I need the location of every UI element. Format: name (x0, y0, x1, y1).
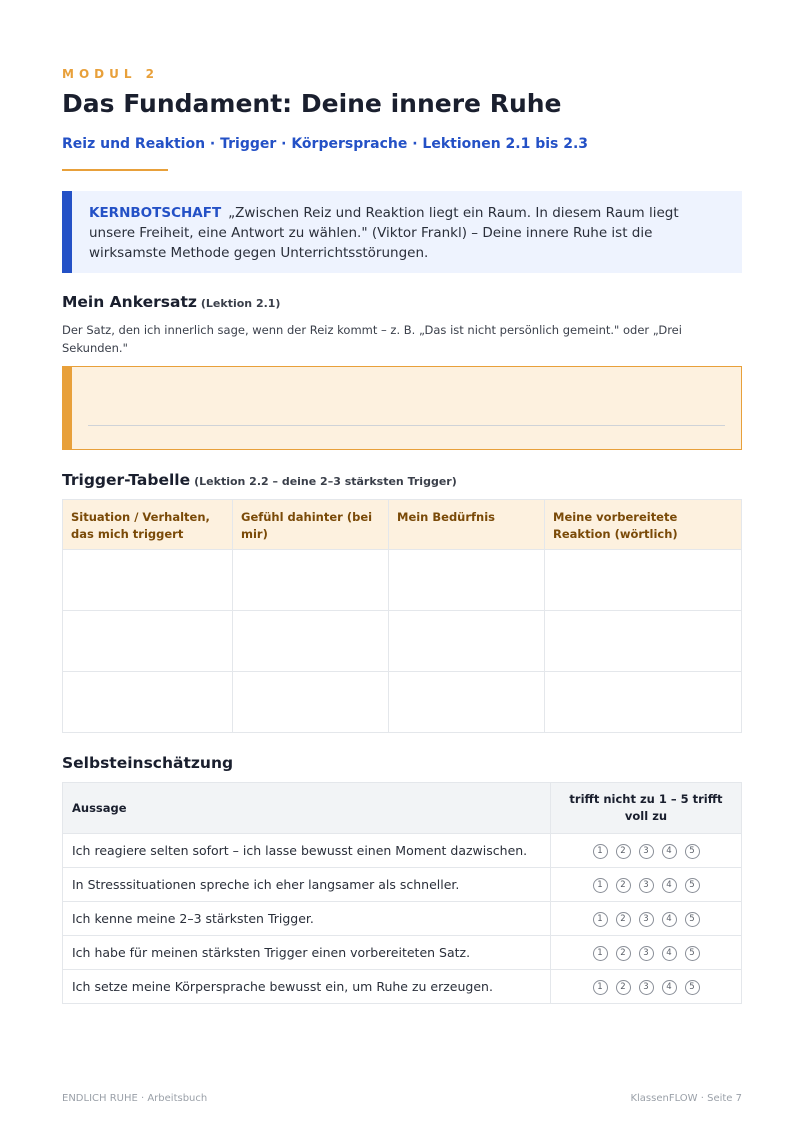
rating-option-2[interactable]: 2 (616, 980, 631, 995)
rating-option-1[interactable]: 1 (593, 912, 608, 927)
table-cell[interactable] (389, 672, 545, 733)
trigger-col-feeling: Gefühl dahinter (bei mir) (233, 500, 389, 550)
table-cell[interactable] (545, 550, 742, 611)
table-row (63, 672, 742, 733)
core-message-callout (62, 191, 742, 273)
rating-option-5[interactable]: 5 (685, 844, 700, 859)
rating-scale (551, 868, 742, 902)
page-title: Das Fundament: Deine innere Ruhe (62, 89, 562, 118)
table-row (63, 611, 742, 672)
rating-option-1[interactable]: 1 (593, 844, 608, 859)
self-assessment-table (62, 782, 742, 1004)
statement-text: Ich habe für meinen stärksten Trigger einen vorbereiteten Satz. (63, 936, 551, 970)
trigger-col-need: Mein Bedürfnis (389, 500, 545, 550)
module-kicker: MODUL 2 (62, 67, 160, 81)
rating-option-4[interactable]: 4 (662, 912, 677, 927)
trigger-table (62, 499, 742, 733)
ankersatz-write-field[interactable] (62, 366, 742, 450)
table-cell[interactable] (63, 611, 233, 672)
rating-option-2[interactable]: 2 (616, 878, 631, 893)
rating-option-1[interactable]: 1 (593, 946, 608, 961)
rating-option-3[interactable]: 3 (639, 946, 654, 961)
rating-option-4[interactable]: 4 (662, 980, 677, 995)
rating-scale (551, 834, 742, 868)
rating-option-2[interactable]: 2 (616, 946, 631, 961)
trigger-table-header (63, 500, 742, 550)
footer-left: ENDLICH RUHE · Arbeitsbuch (62, 1093, 208, 1104)
rating-option-5[interactable]: 5 (685, 980, 700, 995)
table-cell[interactable] (233, 550, 389, 611)
rating-option-4[interactable]: 4 (662, 878, 677, 893)
table-cell[interactable] (63, 672, 233, 733)
rating-option-1[interactable]: 1 (593, 980, 608, 995)
rating-table-header (63, 783, 742, 834)
table-row (63, 868, 742, 902)
self-assessment-heading: Selbsteinschätzung (62, 754, 234, 772)
table-cell[interactable] (389, 550, 545, 611)
rating-scale (551, 936, 742, 970)
ankersatz-title: Mein Ankersatz (62, 293, 197, 311)
col-scale: trifft nicht zu 1 – 5 trifft voll zu (551, 783, 742, 834)
table-cell[interactable] (545, 611, 742, 672)
footer-right: KlassenFLOW · Seite 7 (630, 1093, 742, 1104)
table-cell[interactable] (233, 672, 389, 733)
callout-label: KERNBOTSCHAFT (89, 205, 222, 221)
table-row (63, 970, 742, 1004)
table-row (63, 936, 742, 970)
rating-option-2[interactable]: 2 (616, 912, 631, 927)
table-cell[interactable] (389, 611, 545, 672)
ankersatz-heading (62, 293, 280, 311)
col-statement: Aussage (63, 783, 551, 834)
statement-text: Ich reagiere selten sofort – ich lasse bewusst einen Moment dazwischen. (63, 834, 551, 868)
rating-option-4[interactable]: 4 (662, 946, 677, 961)
write-line (88, 425, 725, 426)
statement-text: In Stresssituationen spreche ich eher langsamer als schneller. (63, 868, 551, 902)
rating-option-3[interactable]: 3 (639, 912, 654, 927)
trigger-note: (Lektion 2.2 – deine 2–3 stärksten Trigger) (194, 475, 457, 488)
trigger-heading (62, 471, 457, 489)
trigger-col-reaction: Meine vorbereitete Reaktion (wörtlich) (545, 500, 742, 550)
rating-option-3[interactable]: 3 (639, 844, 654, 859)
rating-scale (551, 902, 742, 936)
rating-option-1[interactable]: 1 (593, 878, 608, 893)
trigger-title: Trigger-Tabelle (62, 471, 191, 489)
statement-text: Ich setze meine Körpersprache bewusst ein, um Ruhe zu erzeugen. (63, 970, 551, 1004)
callout-text: „Zwischen Reiz und Reaktion liegt ein Raum. In diesem Raum liegt unsere Freiheit, eine Antwort zu wählen." (Viktor Frankl) – Deine innere Ruhe ist die wirksamste Methode gegen Unterrichtsstörungen. (89, 205, 679, 261)
table-cell[interactable] (233, 611, 389, 672)
table-cell[interactable] (545, 672, 742, 733)
page-subtitle: Reiz und Reaktion · Trigger · Körpersprache · Lektionen 2.1 bis 2.3 (62, 136, 589, 152)
rating-option-2[interactable]: 2 (616, 844, 631, 859)
trigger-col-situation: Situation / Verhalten, das mich triggert (63, 500, 233, 550)
ankersatz-description: Der Satz, den ich innerlich sage, wenn der Reiz kommt – z. B. „Das ist nicht persönlich gemeint." oder „Drei Sekunden." (62, 323, 682, 355)
rating-option-5[interactable]: 5 (685, 946, 700, 961)
table-row (63, 902, 742, 936)
statement-text: Ich kenne meine 2–3 stärksten Trigger. (63, 902, 551, 936)
table-row (63, 550, 742, 611)
rating-option-4[interactable]: 4 (662, 844, 677, 859)
rating-option-3[interactable]: 3 (639, 878, 654, 893)
rating-scale (551, 970, 742, 1004)
table-cell[interactable] (63, 550, 233, 611)
table-row (63, 834, 742, 868)
rating-option-5[interactable]: 5 (685, 878, 700, 893)
rating-option-5[interactable]: 5 (685, 912, 700, 927)
rating-option-3[interactable]: 3 (639, 980, 654, 995)
ankersatz-note: (Lektion 2.1) (200, 297, 281, 310)
accent-divider (62, 169, 168, 171)
